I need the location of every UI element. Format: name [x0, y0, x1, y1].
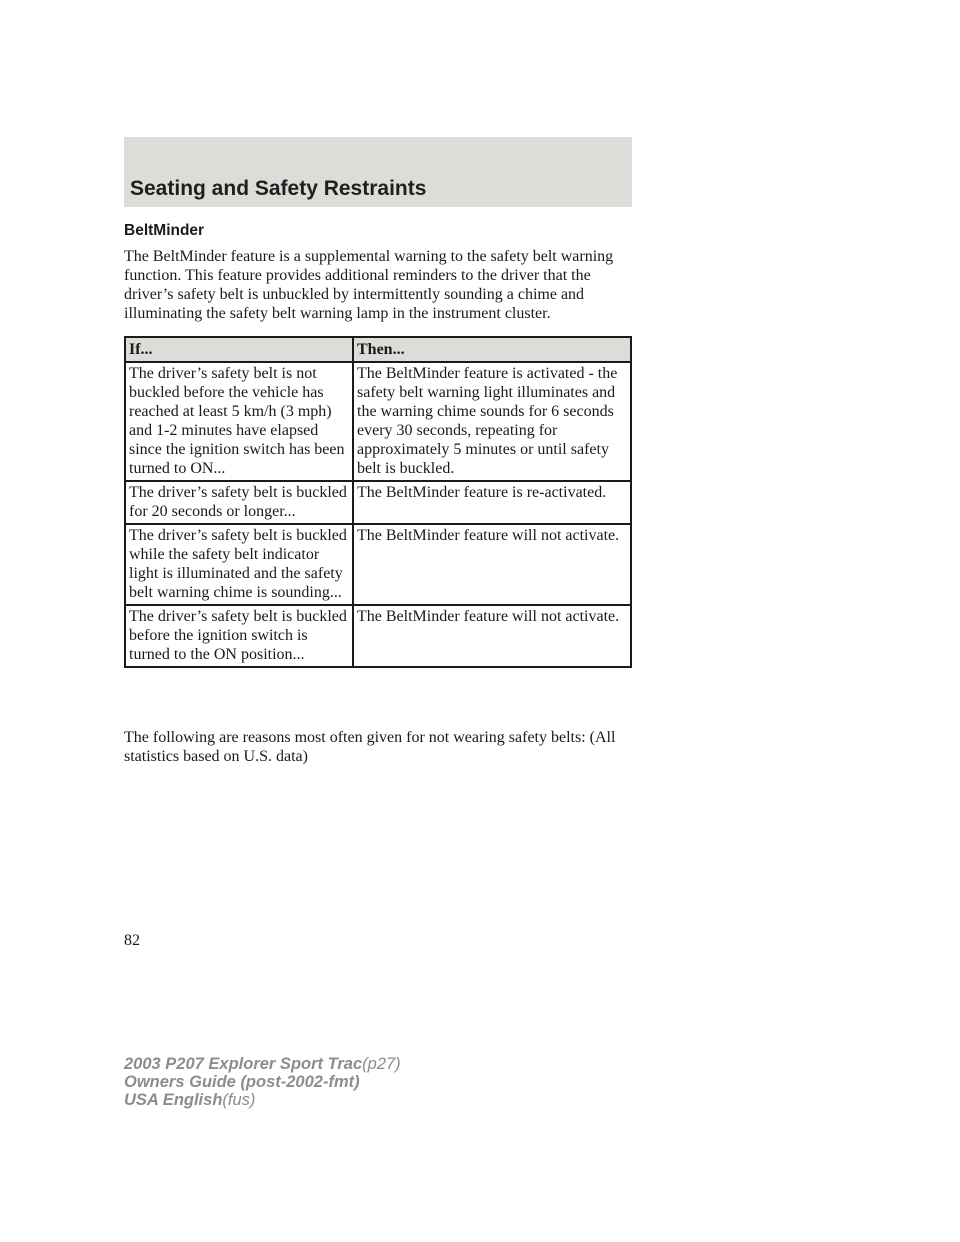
table-row [125, 605, 631, 667]
table-cell-if: The driver’s safety belt is not buckled before the vehicle has reached at least 5 km/h (3 mph) and 1-2 minutes have elapsed since the ignition switch has been turned to ON... [125, 362, 353, 481]
table-row [125, 524, 631, 605]
section-header-band [124, 137, 632, 207]
footer-model-code: (p27) [362, 1055, 401, 1073]
table-cell-then: The BeltMinder feature will not activate. [353, 524, 631, 605]
table-row [125, 481, 631, 524]
column-header-if: If... [125, 337, 353, 362]
section-title: BeltMinder [124, 222, 205, 239]
footer-guide: Owners Guide (post-2002-fmt) [124, 1073, 360, 1091]
footer-language-code: (fus) [222, 1091, 256, 1109]
table-cell-if: The driver’s safety belt is buckled before the ignition switch is turned to the ON position... [125, 605, 353, 667]
footer-language: USA English [124, 1091, 223, 1109]
table-cell-if: The driver’s safety belt is buckled for 20 seconds or longer... [125, 481, 353, 524]
column-header-then: Then... [353, 337, 631, 362]
table-cell-then: The BeltMinder feature is re-activated. [353, 481, 631, 524]
page-number: 82 [124, 932, 140, 949]
after-table-paragraph: The following are reasons most often given for not wearing safety belts: (All statistics based on U.S. data) [124, 729, 616, 765]
table-cell-then: The BeltMinder feature is activated - the safety belt warning light illuminates and the warning chime sounds for 6 seconds every 30 seconds, repeating for approximately 5 minutes or until safety belt is buckled. [353, 362, 631, 481]
beltminder-table [124, 336, 632, 668]
footer-model: 2003 P207 Explorer Sport Trac [124, 1055, 363, 1073]
table-cell-if: The driver’s safety belt is buckled while the safety belt indicator light is illuminated and the safety belt warning chime is sounding... [125, 524, 353, 605]
table-row [125, 362, 631, 481]
document-footer [124, 1055, 401, 1109]
intro-paragraph: The BeltMinder feature is a supplemental warning to the safety belt warning function. This feature provides additional reminders to the driver that the driver’s safety belt is unbuckled by intermittently sounding a chime and illuminating the safety belt warning lamp in the instrument cluster. [124, 248, 614, 322]
table-header-row [125, 337, 631, 362]
table-cell-then: The BeltMinder feature will not activate. [353, 605, 631, 667]
chapter-title: Seating and Safety Restraints [130, 177, 427, 200]
